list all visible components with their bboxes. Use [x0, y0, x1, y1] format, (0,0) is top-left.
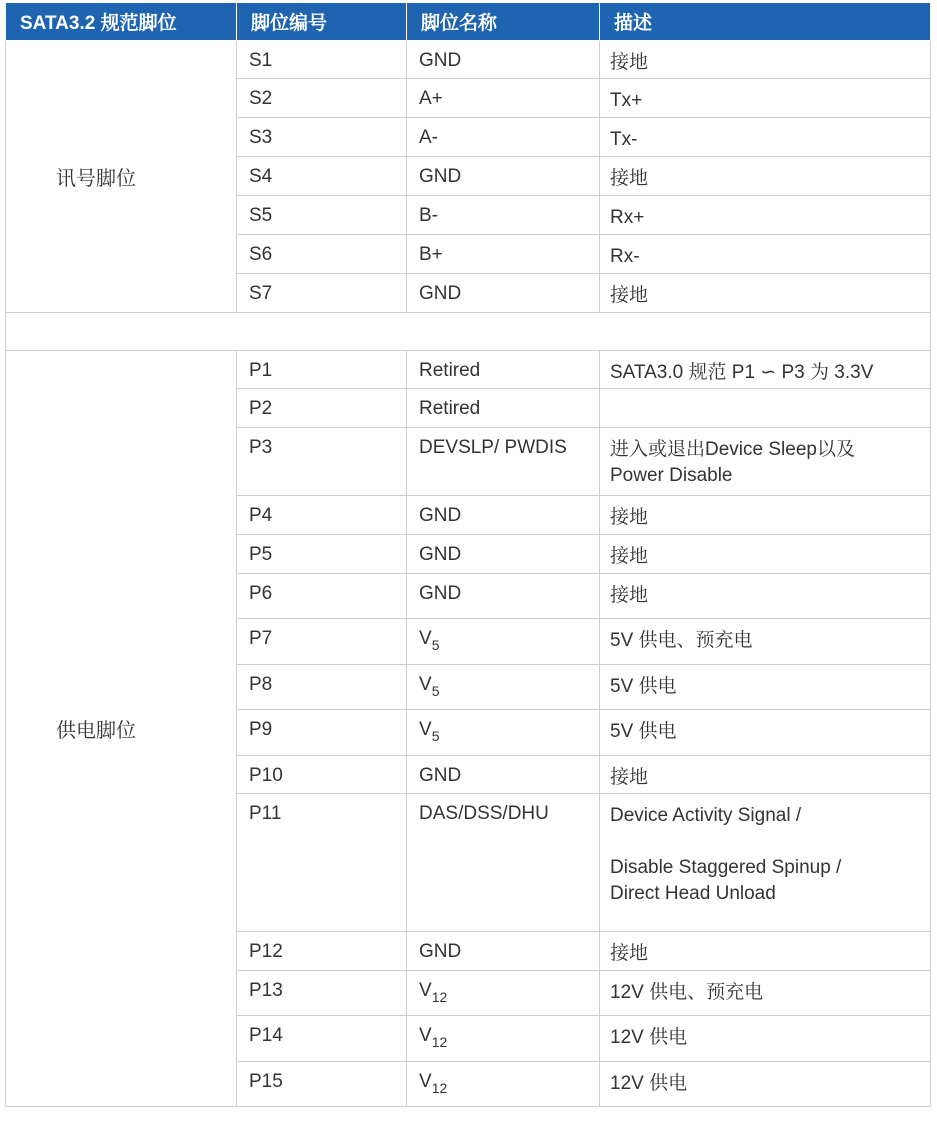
pin-number-cell: P4 — [237, 496, 407, 535]
pin-description-cell: Device Activity Signal / Disable Staggered Spinup / Direct Head Unload — [600, 794, 931, 932]
header-pin-name: 脚位名称 — [407, 3, 600, 41]
pin-number-cell: P14 — [237, 1016, 407, 1062]
pin-number-cell: P9 — [237, 710, 407, 756]
pin-number-cell: S7 — [237, 274, 407, 313]
pin-description-cell: Rx- — [600, 235, 931, 274]
pin-name-cell: B- — [407, 196, 600, 235]
table-row — [6, 351, 931, 389]
pin-number-cell: P3 — [237, 428, 407, 496]
pin-name-base: V — [419, 1071, 432, 1092]
pin-description-cell: 接地 — [600, 932, 931, 971]
pin-name-base: V — [419, 674, 432, 695]
group-separator-row — [6, 313, 931, 351]
pin-name-cell: DEVSLP/ PWDIS — [407, 428, 600, 496]
pin-name-base: V — [419, 628, 432, 649]
pin-number-cell: P1 — [237, 351, 407, 389]
pin-name-subscript: 5 — [431, 637, 440, 653]
pin-description-cell: 5V 供电 — [600, 710, 931, 756]
pin-name-cell — [407, 710, 600, 756]
pin-name-cell: GND — [407, 756, 600, 794]
pin-description-cell: 进入或退出Device Sleep以及 Power Disable — [600, 428, 931, 496]
pin-number-cell: P10 — [237, 756, 407, 794]
pin-number-cell: P11 — [237, 794, 407, 932]
pin-number-cell: P6 — [237, 574, 407, 619]
pin-name-cell: GND — [407, 274, 600, 313]
header-description: 描述 — [600, 3, 931, 41]
pin-number-cell: P15 — [237, 1062, 407, 1107]
header-spec: SATA3.2 规范脚位 — [6, 3, 237, 41]
pin-description-cell: 接地 — [600, 535, 931, 574]
pin-number-cell: P2 — [237, 389, 407, 428]
pin-description-cell: 接地 — [600, 496, 931, 535]
pin-description-cell: 12V 供电 — [600, 1062, 931, 1107]
pin-name-cell: A+ — [407, 79, 600, 118]
pin-description-cell: 5V 供电、预充电 — [600, 619, 931, 665]
table-body — [6, 41, 931, 1107]
pin-name-cell: A- — [407, 118, 600, 157]
pin-number-cell: P13 — [237, 971, 407, 1016]
pin-name-cell: GND — [407, 535, 600, 574]
pin-description-cell: 接地 — [600, 157, 931, 196]
pin-name-subscript: 5 — [431, 683, 440, 699]
pin-description-cell: 5V 供电 — [600, 665, 931, 710]
pin-number-cell: P5 — [237, 535, 407, 574]
pin-name-cell: DAS/DSS/DHU — [407, 794, 600, 932]
pinout-table-container — [5, 3, 930, 1107]
pin-name-cell: GND — [407, 574, 600, 619]
table-row — [6, 41, 931, 79]
pin-description-cell: 12V 供电、预充电 — [600, 971, 931, 1016]
pin-name-cell: GND — [407, 157, 600, 196]
pin-description-cell: 12V 供电 — [600, 1016, 931, 1062]
pin-number-cell: S6 — [237, 235, 407, 274]
pin-number-cell: S2 — [237, 79, 407, 118]
pin-name-cell: B+ — [407, 235, 600, 274]
pin-number-cell: S3 — [237, 118, 407, 157]
sata-pinout-table — [5, 3, 931, 1107]
pin-number-cell: P7 — [237, 619, 407, 665]
pin-description-cell: SATA3.0 规范 P1 ∽ P3 为 3.3V — [600, 351, 931, 389]
pin-number-cell: P12 — [237, 932, 407, 971]
pin-name-subscript: 5 — [431, 728, 440, 744]
pin-description-cell — [600, 389, 931, 428]
pin-description-cell: Tx+ — [600, 79, 931, 118]
pin-name-cell: Retired — [407, 389, 600, 428]
pin-number-cell: S1 — [237, 41, 407, 79]
pin-description-cell: 接地 — [600, 41, 931, 79]
pin-name-cell — [407, 1062, 600, 1107]
pin-name-cell: GND — [407, 41, 600, 79]
power-pins-group-label: 供电脚位 — [6, 351, 237, 1107]
header-pin-number: 脚位编号 — [237, 3, 407, 41]
pin-name-cell — [407, 971, 600, 1016]
pin-name-subscript: 12 — [431, 1034, 448, 1050]
pin-number-cell: S5 — [237, 196, 407, 235]
pin-name-cell — [407, 619, 600, 665]
pin-name-subscript: 12 — [431, 989, 448, 1005]
signal-pins-group-label: 讯号脚位 — [6, 41, 237, 313]
pin-name-cell: GND — [407, 932, 600, 971]
pin-number-cell: P8 — [237, 665, 407, 710]
pin-name-cell: Retired — [407, 351, 600, 389]
pin-description-cell: Tx- — [600, 118, 931, 157]
separator-cell — [6, 313, 931, 351]
pin-name-cell — [407, 1016, 600, 1062]
pin-name-cell — [407, 665, 600, 710]
table-header-row — [6, 3, 931, 41]
pin-number-cell: S4 — [237, 157, 407, 196]
pin-description-cell: 接地 — [600, 756, 931, 794]
pin-name-cell: GND — [407, 496, 600, 535]
pin-name-base: V — [419, 719, 432, 740]
pin-name-base: V — [419, 980, 432, 1001]
pin-name-base: V — [419, 1025, 432, 1046]
pin-description-cell: Rx+ — [600, 196, 931, 235]
pin-name-subscript: 12 — [431, 1080, 448, 1096]
pin-description-cell: 接地 — [600, 274, 931, 313]
pin-description-cell: 接地 — [600, 574, 931, 619]
